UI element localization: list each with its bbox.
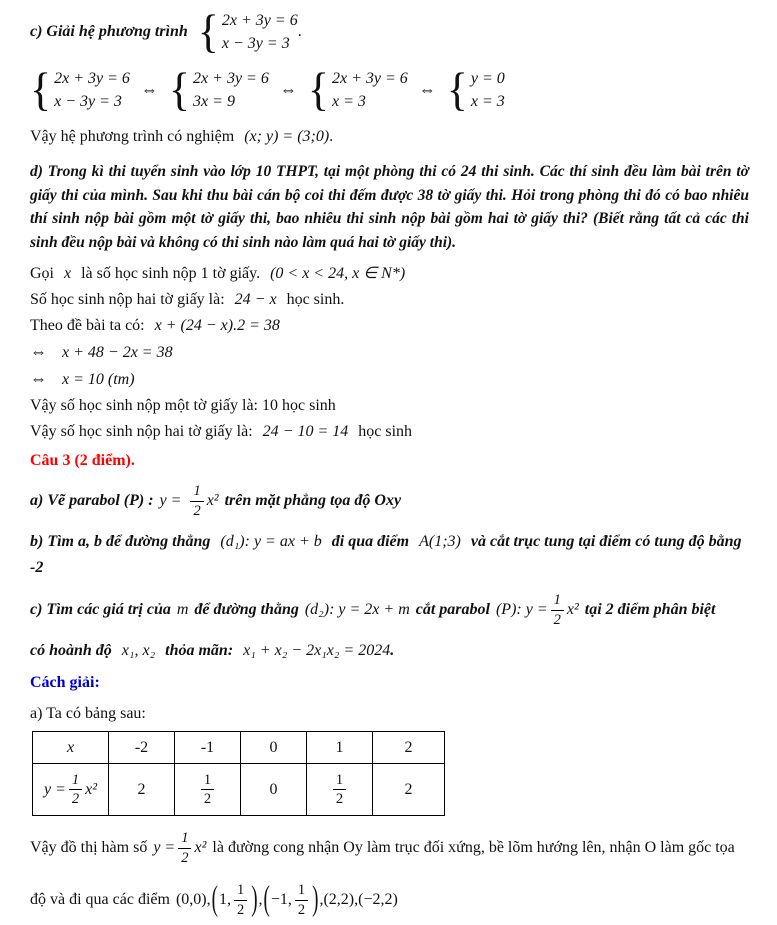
equation: 3x = 9 bbox=[193, 92, 235, 110]
fraction-one-half bbox=[190, 484, 203, 518]
equation: x² bbox=[194, 839, 207, 856]
text: thỏa mãn: bbox=[165, 642, 234, 659]
text: cắt parabol bbox=[415, 601, 490, 618]
right-paren-glyph: ) bbox=[312, 879, 319, 919]
equation: x − 3y = 3 bbox=[54, 92, 122, 110]
denominator: 2 bbox=[297, 901, 306, 918]
expression: 24 − 10 = 14 bbox=[262, 423, 349, 440]
line-result2 bbox=[30, 419, 749, 445]
table-cell-y-label bbox=[33, 764, 109, 816]
equation: y = bbox=[153, 839, 176, 856]
left-brace-glyph: { bbox=[168, 63, 191, 116]
text: Theo đề bài ta có: bbox=[30, 317, 145, 334]
line-result1: Vậy số học sinh nộp một tờ giấy là: 10 học sinh bbox=[30, 397, 336, 414]
comma: , bbox=[319, 891, 324, 908]
part-c-label: c) Giải hệ phương trình bbox=[30, 23, 188, 40]
conclusion-text: Vậy hệ phương trình có nghiệm bbox=[30, 128, 235, 145]
equation: x = 10 (tm) bbox=[62, 371, 135, 388]
variable-m: m bbox=[176, 601, 189, 618]
equation: x − 3y = 3 bbox=[221, 34, 290, 52]
iff-symbol: ⇔ bbox=[30, 342, 47, 361]
text: đi qua điểm bbox=[331, 533, 410, 550]
text: có hoành độ bbox=[30, 642, 112, 659]
denominator: 2 bbox=[71, 791, 80, 807]
system-of-equations bbox=[30, 63, 130, 116]
equation: x² bbox=[85, 780, 98, 798]
point-coordinate: −1, bbox=[270, 891, 292, 908]
variable-x: x bbox=[64, 265, 72, 282]
equation: x + 48 − 2x = 38 bbox=[62, 344, 173, 361]
fraction-one-half bbox=[178, 831, 191, 865]
equation: x² bbox=[206, 492, 219, 509]
table-cell: 0 bbox=[241, 764, 307, 816]
equation: 2x + 3y = 6 bbox=[54, 69, 130, 87]
table-intro: a) Ta có bảng sau: bbox=[30, 705, 146, 722]
text: và cắt trục tung tại điểm có tung độ bằng bbox=[470, 533, 742, 550]
text: a) Vẽ parabol (P) : bbox=[30, 492, 154, 509]
cau3-part-c-condition bbox=[30, 637, 749, 665]
table-cell bbox=[307, 764, 373, 816]
table-cell: 2 bbox=[373, 764, 445, 816]
points: (2,2),(−2,2) bbox=[323, 891, 398, 908]
fraction-one-half bbox=[551, 593, 564, 627]
vieta-condition: x₁ + x₂ − 2x₁x₂ = 2024 bbox=[243, 642, 391, 659]
cau3-part-b-value: -2 bbox=[30, 559, 44, 576]
left-brace-glyph: { bbox=[307, 63, 329, 116]
part-d-statement: d) Trong kì thi tuyển sinh vào lớp 10 THPT, tại một phòng thi có 24 thi sinh. Các thí sinh đều làm bài trên tờ giấy thi của mình. Sau khi thu bài cán bộ coi thi đếm được 38 tờ giấy thi. Hỏi trong phòng thi đó có bao nhiêu thí sinh nộp bài gồm một tờ giấy thi, bao nhiêu thi sinh nộp bài gồm hai tờ giấy thi? (Biết rằng tất cả các thi sinh đều nộp bài và không có thi sinh nào làm quá hai tờ giấy thi). bbox=[30, 163, 749, 251]
numerator: 1 bbox=[295, 883, 308, 901]
left-brace-glyph: { bbox=[446, 63, 468, 116]
conclusion-line-1 bbox=[30, 821, 749, 875]
numerator: 1 bbox=[234, 883, 247, 901]
point-coordinate: 1, bbox=[218, 891, 231, 908]
iff-symbol: ⇔ bbox=[30, 369, 47, 388]
expression: 24 − x bbox=[234, 291, 277, 308]
text: độ và đi qua các điểm bbox=[30, 891, 170, 908]
system-of-equations bbox=[168, 63, 269, 116]
table-cell: -2 bbox=[109, 732, 175, 764]
text: Vậy số học sinh nộp hai tờ giấy là: bbox=[30, 423, 253, 440]
system-of-equations bbox=[446, 63, 505, 116]
line-count bbox=[30, 287, 749, 313]
text: học sinh bbox=[358, 423, 413, 440]
comma: , bbox=[258, 891, 263, 908]
system-of-equations bbox=[197, 5, 298, 58]
text: để đường thằng bbox=[194, 601, 299, 618]
table-cell: 2 bbox=[373, 732, 445, 764]
period: . bbox=[390, 642, 395, 659]
fraction-one-half bbox=[69, 773, 82, 807]
text: là đường cong nhận Oy làm trục đối xứng, bề lõm hướng lên, nhận O làm gốc tọa bbox=[212, 839, 735, 856]
iff-symbol: ⇔ bbox=[279, 80, 297, 99]
left-paren-glyph: ( bbox=[263, 879, 270, 919]
conclusion-line-2 bbox=[30, 875, 749, 925]
cau3-heading: Câu 3 (2 điểm). bbox=[30, 452, 135, 469]
fraction-one-half bbox=[295, 883, 308, 917]
cau3-part-b bbox=[30, 529, 749, 555]
condition: (0 < x < 24, x ∈ N*) bbox=[270, 265, 406, 282]
numerator: 1 bbox=[333, 773, 346, 791]
text: Vậy đồ thị hàm số bbox=[30, 839, 148, 856]
fraction-one-half bbox=[333, 773, 346, 807]
equation: y = bbox=[43, 780, 66, 798]
left-brace-glyph: { bbox=[30, 63, 52, 116]
numerator: 1 bbox=[178, 831, 191, 849]
equation: y = 0 bbox=[470, 69, 505, 87]
equation: 2x + 3y = 6 bbox=[221, 11, 298, 29]
denominator: 2 bbox=[553, 611, 561, 628]
period: . bbox=[329, 128, 334, 145]
numerator: 1 bbox=[551, 593, 564, 611]
equation: x = 3 bbox=[470, 92, 505, 110]
point-A: A(1;3) bbox=[419, 533, 461, 550]
table-cell: 0 bbox=[241, 732, 307, 764]
equation: y = bbox=[159, 492, 182, 509]
system-of-equations bbox=[307, 63, 408, 116]
fraction-one-half bbox=[234, 883, 247, 917]
line-goi bbox=[30, 261, 749, 287]
part-c-heading-line bbox=[30, 6, 749, 58]
equation-chain bbox=[30, 62, 749, 118]
parabola-equation: (P): y = bbox=[495, 601, 548, 618]
line-step1 bbox=[30, 339, 749, 366]
denominator: 2 bbox=[203, 791, 212, 807]
denominator: 2 bbox=[193, 502, 201, 519]
text: c) Tìm các giá trị của bbox=[30, 601, 171, 618]
denominator: 2 bbox=[181, 849, 189, 866]
table-row-x bbox=[33, 732, 445, 764]
left-brace-glyph: { bbox=[197, 5, 219, 58]
table-cell bbox=[175, 764, 241, 816]
text: Gọi bbox=[30, 265, 54, 282]
values-table bbox=[32, 731, 445, 816]
table-cell: 1 bbox=[307, 732, 373, 764]
numerator: 1 bbox=[201, 773, 214, 791]
table-cell: x bbox=[33, 732, 109, 764]
table-row-y bbox=[33, 764, 445, 816]
text: trên mặt phẳng tọa độ Oxy bbox=[224, 492, 402, 509]
equation: 2x + 3y = 6 bbox=[331, 69, 408, 87]
cau3-part-c bbox=[30, 583, 749, 637]
line-d1: (d₁): y = ax + b bbox=[220, 533, 322, 550]
text: tại 2 điểm phân biệt bbox=[584, 601, 716, 618]
equation: x = 3 bbox=[331, 92, 366, 110]
roots: x₁, x₂ bbox=[121, 642, 156, 659]
point: (0,0), bbox=[175, 891, 211, 908]
numerator: 1 bbox=[190, 484, 203, 502]
text: là số học sinh nộp 1 tờ giấy. bbox=[81, 265, 261, 282]
period: . bbox=[297, 23, 302, 40]
iff-symbol: ⇔ bbox=[418, 80, 436, 99]
numerator: 1 bbox=[69, 773, 82, 791]
table-cell: 2 bbox=[109, 764, 175, 816]
denominator: 2 bbox=[236, 901, 245, 918]
solution-pair: (x; y) = (3;0) bbox=[244, 128, 330, 145]
text: Số học sinh nộp hai tờ giấy là: bbox=[30, 291, 225, 308]
text: b) Tìm a, b để đường thẳng bbox=[30, 533, 211, 550]
left-paren-glyph: ( bbox=[211, 879, 218, 919]
right-paren-glyph: ) bbox=[251, 879, 258, 919]
line-step2 bbox=[30, 366, 749, 393]
solution-heading: Cách giải: bbox=[30, 674, 100, 691]
denominator: 2 bbox=[335, 791, 344, 807]
part-c-conclusion bbox=[30, 124, 749, 150]
table-cell: -1 bbox=[175, 732, 241, 764]
equation: x + (24 − x).2 = 38 bbox=[154, 317, 280, 334]
parabola-equation: x² bbox=[566, 601, 579, 618]
fraction-one-half bbox=[201, 773, 214, 807]
iff-symbol: ⇔ bbox=[140, 80, 158, 99]
cau3-part-a bbox=[30, 475, 749, 527]
text: học sinh. bbox=[286, 291, 345, 308]
line-d2: (d₂): y = 2x + m bbox=[304, 601, 410, 618]
line-theo bbox=[30, 313, 749, 339]
equation: 2x + 3y = 6 bbox=[193, 69, 269, 87]
